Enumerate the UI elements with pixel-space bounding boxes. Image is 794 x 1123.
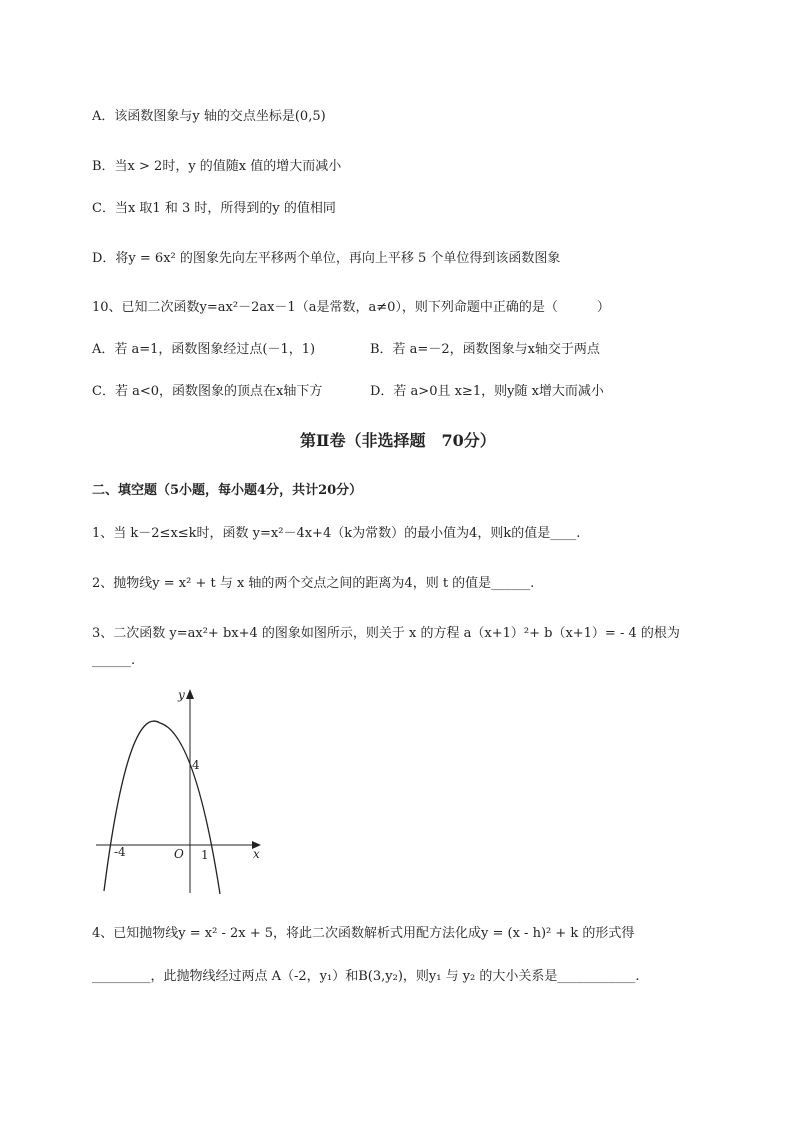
x-axis-label: x <box>253 847 260 861</box>
question-1: 1、当 k－2≤x≤k时，函数 y=x²－4x+4（k为常数）的最小值为4，则k的值是____. <box>92 526 581 541</box>
y-intercept-label: 4 <box>192 758 200 772</box>
q10-stem: 10、已知二次函数y=ax²－2ax－1（a是常数，a≠0），则下列命题中正确的是（ ） <box>92 300 610 315</box>
y-axis-arrow <box>186 689 194 699</box>
question-3-line1: 3、二次函数 y=ax²+ bx+4 的图象如图所示，则关于 x 的方程 a（x+1）²+ b（x+1）= - 4 的根为 <box>92 626 680 641</box>
root-right-label: 1 <box>201 848 209 862</box>
question-4-line2: _________，此抛物线经过两点 A（-2，y₁）和B(3,y₂)，则y₁ 与 y₂ 的大小关系是____________. <box>92 969 640 984</box>
y-axis-label: y <box>178 688 185 702</box>
q10-option-a: A．若 a=1，函数图象经过点(－1，1) <box>92 342 316 357</box>
question-2: 2、抛物线y = x² + t 与 x 轴的两个交点之间的距离为4，则 t 的值是______. <box>92 576 535 591</box>
section-title: 第Ⅱ卷（非选择题 70分） <box>300 431 496 450</box>
question-4-line1: 4、已知抛物线y = x² - 2x + 5，将此二次函数解析式用配方法化成y = (x - h)² + k 的形式得 <box>92 926 635 941</box>
parabola-curve <box>104 721 220 894</box>
part-title: 二、填空题（5小题，每小题4分，共计20分） <box>92 483 363 498</box>
q10-option-c: C．若 a<0，函数图象的顶点在x轴下方 <box>92 384 323 399</box>
q10-option-d: D．若 a>0且 x≥1，则y随 x增大而减小 <box>370 384 604 399</box>
q10-option-b: B．若 a=－2，函数图象与x轴交于两点 <box>370 342 600 357</box>
q9-option-c: C．当x 取1 和 3 时，所得到的y 的值相同 <box>92 201 336 216</box>
parabola-graph <box>90 683 275 898</box>
root-left-label: -4 <box>114 845 126 859</box>
origin-label: O <box>174 847 184 861</box>
q9-option-b: B．当x > 2时，y 的值随x 值的增大而减小 <box>92 159 342 174</box>
question-3-line2: ______. <box>92 653 136 668</box>
q9-option-a: A．该函数图象与y 轴的交点坐标是(0,5) <box>92 109 326 124</box>
q9-option-d: D．将y = 6x² 的图象先向左平移两个单位，再向上平移 5 个单位得到该函数图象 <box>92 251 561 266</box>
